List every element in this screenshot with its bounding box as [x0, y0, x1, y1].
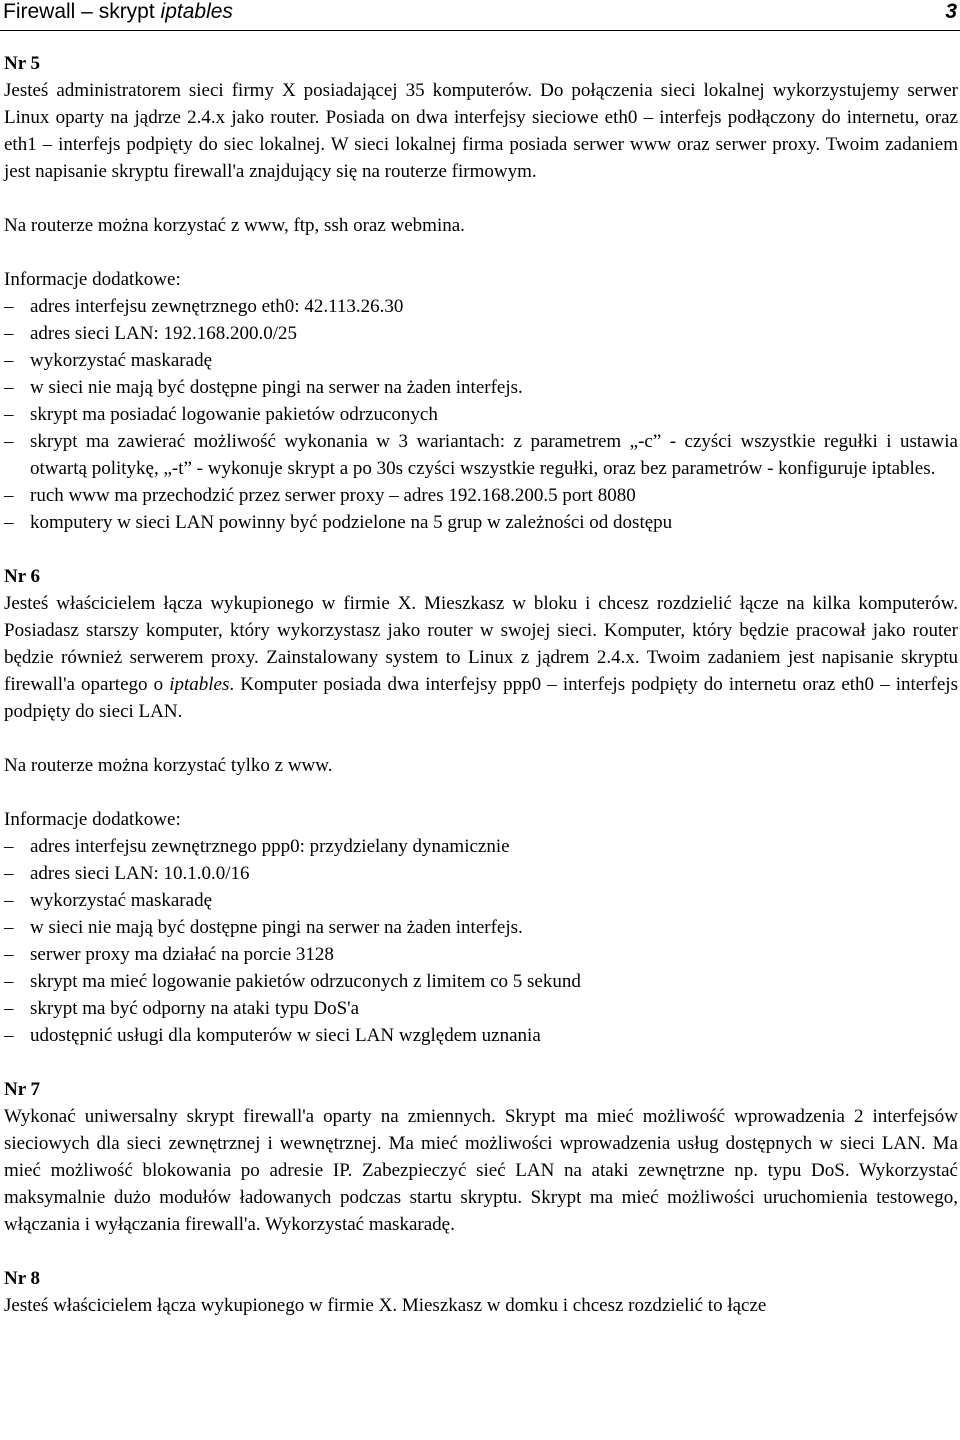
- document-body: [4, 50, 958, 1319]
- list-item: – komputery w sieci LAN powinny być podzielone na 5 grup w zależności od dostępu: [4, 512, 673, 533]
- list-item: – serwer proxy ma działać na porcie 3128: [4, 944, 334, 965]
- list-item: – skrypt ma posiadać logowanie pakietów odrzuconych: [4, 404, 438, 425]
- list-item: – wykorzystać maskaradę: [4, 350, 213, 371]
- header-title: [3, 0, 233, 24]
- section-nr6: [4, 563, 958, 1049]
- list-item: – wykorzystać maskaradę: [4, 890, 213, 911]
- section-nr7: [4, 1076, 958, 1238]
- list-item: – adres sieci LAN: 10.1.0.0/16: [4, 863, 250, 884]
- paragraph: Wykonać uniwersalny skrypt firewall'a oparty na zmiennych. Skrypt ma mieć możliwość wprowadzenia 2 interfejsów sieciowych dla sieci zewnętrznej i wewnętrznej. Ma mieć możliwości wprowadzenia usług dostępnych w sieci LAN. Ma mieć możliwość blokowania po adresie IP. Zabezpieczyć sieć LAN na ataki zewnętrzne np. typu DoS. Wykorzystać maksymalnie dużo modułów ładowanych podczas startu skryptu. Skrypt ma mieć możliwości uruchomienia testowego, włączania i wyłączania firewall'a. Wykorzystać maskaradę.: [4, 1106, 958, 1235]
- list-item: – w sieci nie mają być dostępne pingi na serwer na żaden interfejs.: [4, 917, 523, 938]
- paragraph: Na routerze można korzystać z www, ftp, ssh oraz webmina.: [4, 215, 465, 236]
- paragraph: Jesteś właścicielem łącza wykupionego w firmie X. Mieszkasz w domku i chcesz rozdzielić to łącze: [4, 1295, 767, 1316]
- paragraph: Jesteś administratorem sieci firmy X posiadającej 35 komputerów. Do połączenia sieci lokalnej wykorzystujemy serwer Linux oparty na jądrze 2.4.x jako router. Posiada on dwa interfejsy sieciowe eth0 – interfejs podłączony do internetu, oraz eth1 – interfejs podpięty do siec lokalnej. W sieci lokalnej firma posiada serwer www oraz serwer proxy. Twoim zadaniem jest napisanie skryptu firewall'a znajdujący się na routerze firmowym.: [4, 80, 958, 182]
- section-title: Nr 5: [4, 53, 41, 74]
- info-list: [4, 293, 958, 536]
- section-nr5: [4, 50, 958, 536]
- list-item: – skrypt ma mieć logowanie pakietów odrzuconych z limitem co 5 sekund: [4, 971, 581, 992]
- list-item: – udostępnić usługi dla komputerów w sieci LAN względem uznania: [4, 1025, 541, 1046]
- list-item: – skrypt ma zawierać możliwość wykonania w 3 wariantach: z parametrem „-c” - czyści wszystkie regułki i ustawia otwartą politykę, „-t” - wykonuje skrypt a po 30s czyści wszystkie regułki, oraz bez parametrów - konfiguruje iptables.: [4, 431, 958, 479]
- page-number: 3: [945, 0, 957, 23]
- list-item: – adres interfejsu zewnętrznego ppp0: przydzielany dynamicznie: [4, 836, 510, 857]
- info-label: Informacje dodatkowe:: [4, 809, 181, 830]
- paragraph: Na routerze można korzystać tylko z www.: [4, 755, 333, 776]
- header-title-prefix: Firewall – skrypt: [3, 0, 161, 23]
- list-item: – adres sieci LAN: 192.168.200.0/25: [4, 323, 298, 344]
- info-label: Informacje dodatkowe:: [4, 269, 181, 290]
- header-title-em: iptables: [160, 0, 233, 23]
- list-item: – w sieci nie mają być dostępne pingi na serwer na żaden interfejs.: [4, 377, 523, 398]
- list-item: – ruch www ma przechodzić przez serwer proxy – adres 192.168.200.5 port 8080: [4, 485, 636, 506]
- page-header: [0, 0, 960, 31]
- list-item: – skrypt ma być odporny na ataki typu DoS'a: [4, 998, 360, 1019]
- section-title: Nr 6: [4, 566, 41, 587]
- paragraph: Jesteś właścicielem łącza wykupionego w firmie X. Mieszkasz w bloku i chcesz rozdzielić łącze na kilka komputerów. Posiadasz starszy komputer, który wykorzystasz jako router w swojej sieci. Komputer, który będzie pracował jako router będzie również serwerem proxy. Zainstalowany system to Linux z jądrem 2.4.x. Twoim zadaniem jest napisanie skryptu firewall'a opartego o iptables. Komputer posiada dwa interfejsy ppp0 – interfejs podpięty do internetu oraz eth0 – interfejs podpięty do sieci LAN.: [4, 593, 958, 722]
- section-nr8: [4, 1265, 958, 1319]
- section-title: Nr 7: [4, 1079, 41, 1100]
- list-item: – adres interfejsu zewnętrznego eth0: 42.113.26.30: [4, 296, 404, 317]
- section-title: Nr 8: [4, 1268, 41, 1289]
- info-list: [4, 833, 958, 1049]
